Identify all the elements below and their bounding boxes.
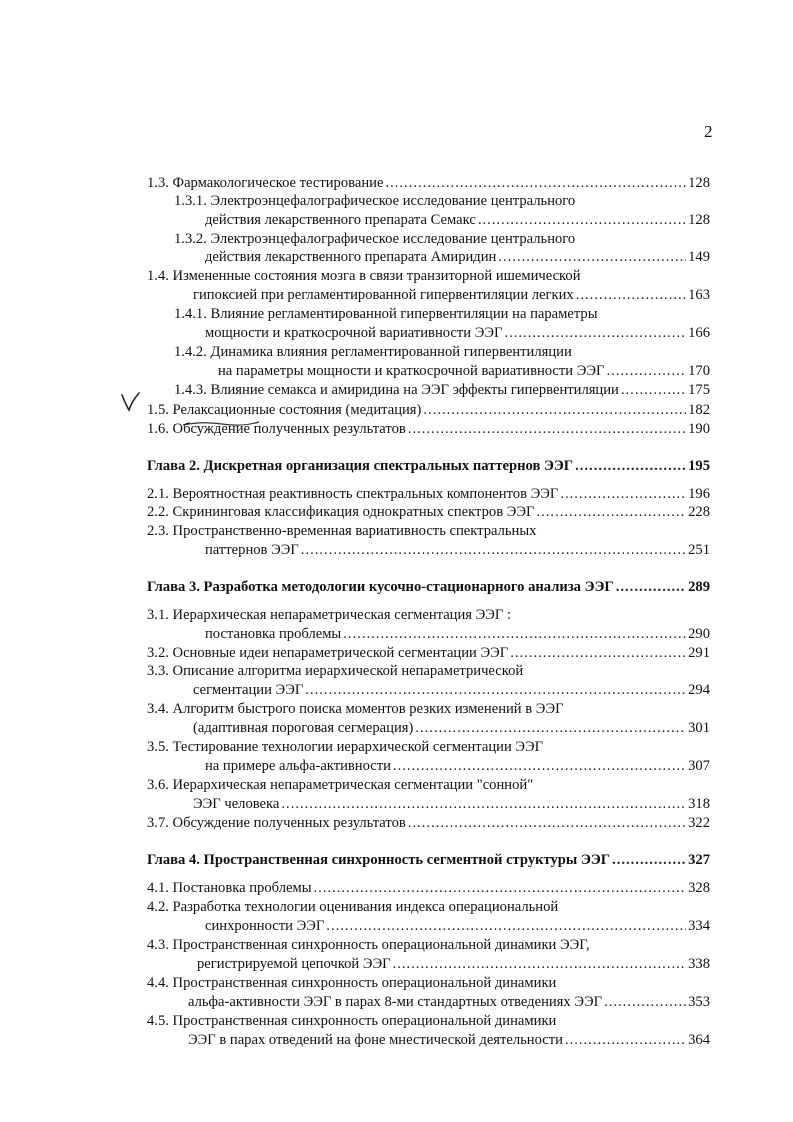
toc-entry[interactable]: мощности и краткосрочной вариативности ЭЭГ ..... 166	[205, 324, 710, 343]
toc-entry-line: 4.3. Пространственная синхронность операциональной динамики ЭЭГ,	[147, 937, 590, 953]
toc-entry[interactable]: 4.1. Постановка проблемы ..... 328	[147, 879, 710, 898]
toc-entry[interactable]: синхронности ЭЭГ ..... 334	[205, 917, 710, 936]
toc-entry-line: 1.3.1. Электроэнцефалографическое исследование центрального	[174, 193, 576, 209]
toc-entry[interactable]: паттернов ЭЭГ ..... 251	[205, 541, 710, 560]
toc-entry[interactable]: регистрируемой цепочкой ЭЭГ ..... 338	[197, 955, 710, 974]
toc-entry-line: 3.6. Иерархическая непараметрическая сегментации "сонной"	[147, 777, 534, 793]
toc-entry[interactable]: 3.2. Основные идеи непараметрической сегментации ЭЭГ ..... 291	[147, 644, 710, 663]
page-number: 2	[704, 122, 713, 141]
toc-entry-line: 3.4. Алгоритм быстрого поиска моментов резких изменений в ЭЭГ	[147, 701, 564, 717]
toc-entry-line: 3.1. Иерархическая непараметрическая сегментация ЭЭГ :	[147, 607, 512, 623]
toc-entry[interactable]: (адаптивная пороговая сегмерация) ..... 301	[193, 719, 710, 738]
toc-entry-line: 4.5. Пространственная синхронность операциональной динамики	[147, 1013, 557, 1029]
toc-entry[interactable]: 1.4.3. Влияние семакса и амиридина на ЭЭГ эффекты гипервентиляции ..... 175	[174, 381, 710, 400]
toc-entry[interactable]: сегментации ЭЭГ ..... 294	[193, 681, 710, 700]
toc-entry[interactable]: 1.5. Релаксационные состояния (медитация) ..... 182	[147, 401, 710, 420]
toc-entry-line: 1.4. Измененные состояния мозга в связи транзиторной ишемической	[147, 268, 581, 284]
toc-entry[interactable]: ЭЭГ человека ..... 318	[193, 795, 710, 814]
toc-entry[interactable]: гипоксией при регламентированной гипервентиляции легких ..... 163	[193, 286, 710, 305]
toc-entry[interactable]: ЭЭГ в парах отведений на фоне мнестической деятельности ..... 364	[188, 1031, 710, 1050]
toc-entry-line: 1.4.1. Влияние регламентированной гипервентиляции на параметры	[174, 306, 598, 322]
toc-entry[interactable]: альфа-активности ЭЭГ в парах 8-ми стандартных отведениях ЭЭГ ..... 353	[188, 993, 710, 1012]
toc-entry-line: 3.3. Описание алгоритма иерархической непараметрической	[147, 663, 524, 679]
toc-entry-line: 3.5. Тестирование технологии иерархической сегментации ЭЭГ	[147, 739, 544, 755]
toc-entry-line: 1.3.2. Электроэнцефалографическое исследование центрального	[174, 231, 576, 247]
chapter-heading[interactable]: Глава 4. Пространственная синхронность сегментной структуры ЭЭГ ..... 327	[147, 851, 710, 870]
chapter-heading[interactable]: Глава 3. Разработка методологии кусочно-стационарного анализа ЭЭГ ..... 289	[147, 578, 710, 597]
toc-entry[interactable]: постановка проблемы ..... 290	[205, 625, 710, 644]
toc-entry-line: 1.4.2. Динамика влияния регламентированной гипервентиляции	[174, 344, 572, 360]
toc-entry[interactable]: 3.7. Обсуждение полученных результатов ..... 322	[147, 814, 710, 833]
chapter-heading[interactable]: Глава 2. Дискретная организация спектральных паттернов ЭЭГ ..... 195	[147, 457, 710, 476]
toc-entry[interactable]: на примере альфа-активности ..... 307	[205, 757, 710, 776]
toc-entry[interactable]: 2.2. Скрининговая классификация однократных спектров ЭЭГ ..... 228	[147, 503, 710, 522]
toc-entry[interactable]: на параметры мощности и краткосрочной вариативности ЭЭГ ..... 170	[218, 362, 710, 381]
toc-entry[interactable]: действия лекарственного препарата Семакс ..... 128	[205, 211, 710, 230]
toc-entry-line: 4.4. Пространственная синхронность операциональной динамики	[147, 975, 557, 991]
toc-entry[interactable]: действия лекарственного препарата Амиридин ..... 149	[205, 248, 710, 267]
toc-entry[interactable]: 1.6. Обсуждение полученных результатов ..... 190	[147, 420, 710, 439]
toc-entry-line: 4.2. Разработка технологии оценивания индекса операциональной	[147, 899, 559, 915]
toc-entry[interactable]: 2.1. Вероятностная реактивность спектральных компонентов ЭЭГ ..... 196	[147, 485, 710, 504]
toc-entry[interactable]: 1.3. Фармакологическое тестирование ..... 128	[147, 174, 710, 193]
toc-entry-line: 2.3. Пространственно-временная вариативность спектральных	[147, 523, 537, 539]
